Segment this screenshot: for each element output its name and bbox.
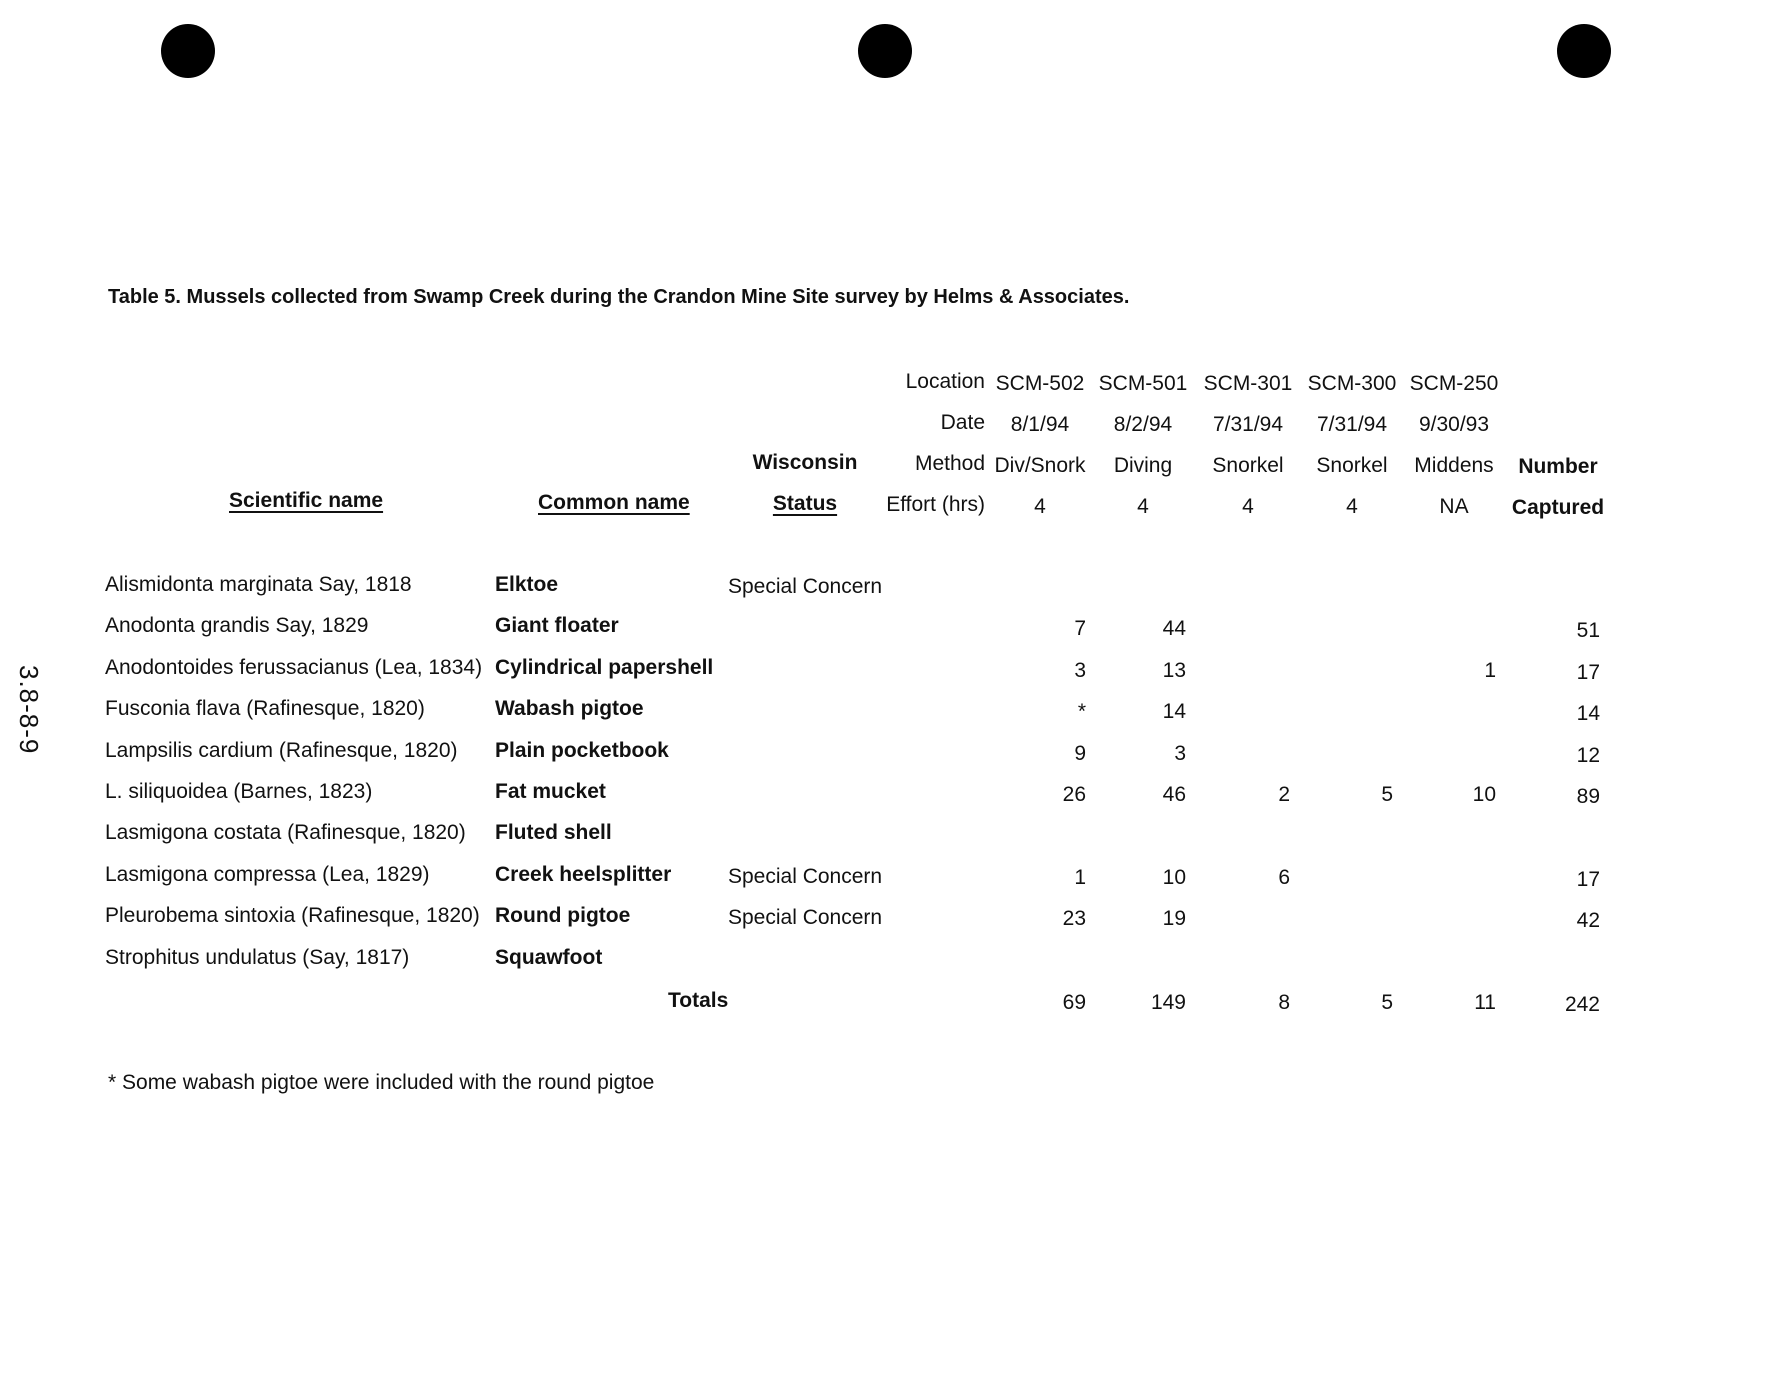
common-name: Plain pocketbook [495,738,669,762]
common-name: Creek heelsplitter [495,862,672,886]
site-method: Diving [1113,454,1173,477]
count-cell: 10 [1162,865,1186,889]
page-side-label: 3.8-8-9 [14,665,44,755]
count-cell: 23 [1062,907,1086,931]
total-count-cell: 69 [1062,991,1086,1014]
site-effort: 4 [1137,495,1149,518]
number-captured: 89 [1576,785,1600,808]
site-location: SCM-301 [1203,372,1293,395]
site-date: 7/31/94 [1316,413,1388,436]
count-cell: 5 [1381,783,1393,806]
site-effort: 4 [1346,495,1358,518]
number-captured: 14 [1576,702,1600,726]
total-count-cell: 149 [1150,991,1186,1014]
total-count-cell: 11 [1474,991,1496,1014]
count-cell: 1 [1484,658,1496,682]
scientific-name: Pleurobema sintoxia (Rafinesque, 1820) [105,904,480,928]
site-date: 8/1/94 [1010,413,1070,436]
captured-header: Captured [1511,496,1605,519]
common-name: Squawfoot [495,945,603,969]
totals-label: Totals [668,989,729,1012]
table-caption: Table 5. Mussels collected from Swamp Creek during the Crandon Mine Site survey by Helms & Associates. [108,286,1130,308]
site-date: 9/30/93 [1418,413,1490,436]
binder-hole-center [858,24,912,78]
count-cell: 3 [1174,741,1186,765]
binder-hole-right [1557,24,1611,78]
header-row-label: Location [905,370,985,393]
grand-total: 242 [1564,993,1600,1016]
number-captured: 17 [1576,867,1600,891]
scientific-name: Lampsilis cardium (Rafinesque, 1820) [105,738,458,762]
common-name: Elktoe [495,573,559,596]
site-method: Snorkel [1316,454,1388,477]
site-location: SCM-300 [1307,372,1397,395]
footnote: * Some wabash pigtoe were included with the round pigtoe [108,1071,655,1094]
scientific-name: Strophitus undulatus (Say, 1817) [105,945,410,969]
scientific-name: Lasmigona costata (Rafinesque, 1820) [105,821,466,845]
number-captured: 12 [1576,743,1600,767]
scientific-name: Fusconia flava (Rafinesque, 1820) [105,697,425,721]
common-name: Cylindrical papershell [495,655,714,679]
site-method: Div/Snork [994,454,1086,477]
common-name: Fluted shell [495,821,612,845]
scientific-name: Alismidonta marginata Say, 1818 [105,573,412,596]
header-row-label: Date [940,411,985,434]
count-cell: 1 [1074,865,1086,889]
count-cell: 3 [1074,658,1086,682]
number-captured: 17 [1576,660,1600,684]
total-count-cell: 8 [1278,991,1290,1014]
count-cell: 9 [1074,741,1086,765]
scientific-name: Lasmigona compressa (Lea, 1829) [105,862,430,886]
site-date: 7/31/94 [1212,413,1284,436]
number-header: Number [1518,455,1598,478]
site-effort: NA [1439,495,1469,518]
scientific-name: Anodontoides ferussacianus (Lea, 1834) [105,655,483,679]
scientific-name-header: Scientific name [229,489,384,512]
count-cell: 7 [1074,617,1086,641]
header-row-label: Method [914,452,985,475]
scientific-name: Anodonta grandis Say, 1829 [105,614,369,638]
header-row-label: Effort (hrs) [886,493,985,516]
count-cell: 2 [1278,783,1290,806]
wisconsin-status: Special Concern [728,906,883,930]
count-cell: 10 [1472,783,1496,806]
common-name: Wabash pigtoe [495,697,644,721]
common-name: Fat mucket [495,780,606,803]
count-cell: 26 [1062,783,1086,806]
wisconsin-header: Wisconsin [752,451,858,474]
count-cell: 6 [1278,865,1290,889]
site-location: SCM-502 [995,372,1085,395]
common-name: Round pigtoe [495,904,631,928]
wisconsin-status: Special Concern [728,575,883,598]
count-cell: 14 [1162,700,1186,724]
site-method: Snorkel [1212,454,1284,477]
common-name-header: Common name [538,491,690,514]
count-cell: * [1077,700,1086,724]
site-location: SCM-501 [1098,372,1188,395]
site-effort: 4 [1242,495,1254,518]
total-count-cell: 5 [1381,991,1393,1014]
scientific-name: L. siliquoidea (Barnes, 1823) [105,780,373,803]
count-cell: 44 [1162,617,1186,641]
site-effort: 4 [1034,495,1046,518]
number-captured: 51 [1576,619,1600,643]
wisconsin-status: Special Concern [728,864,883,888]
common-name: Giant floater [495,614,619,638]
count-cell: 13 [1162,658,1186,682]
status-header: Status [772,492,838,515]
site-date: 8/2/94 [1113,413,1173,436]
site-location: SCM-250 [1409,372,1499,395]
count-cell: 46 [1162,783,1186,806]
number-captured: 42 [1576,909,1600,933]
binder-hole-left [161,24,215,78]
count-cell: 19 [1162,907,1186,931]
site-method: Middens [1414,454,1494,477]
